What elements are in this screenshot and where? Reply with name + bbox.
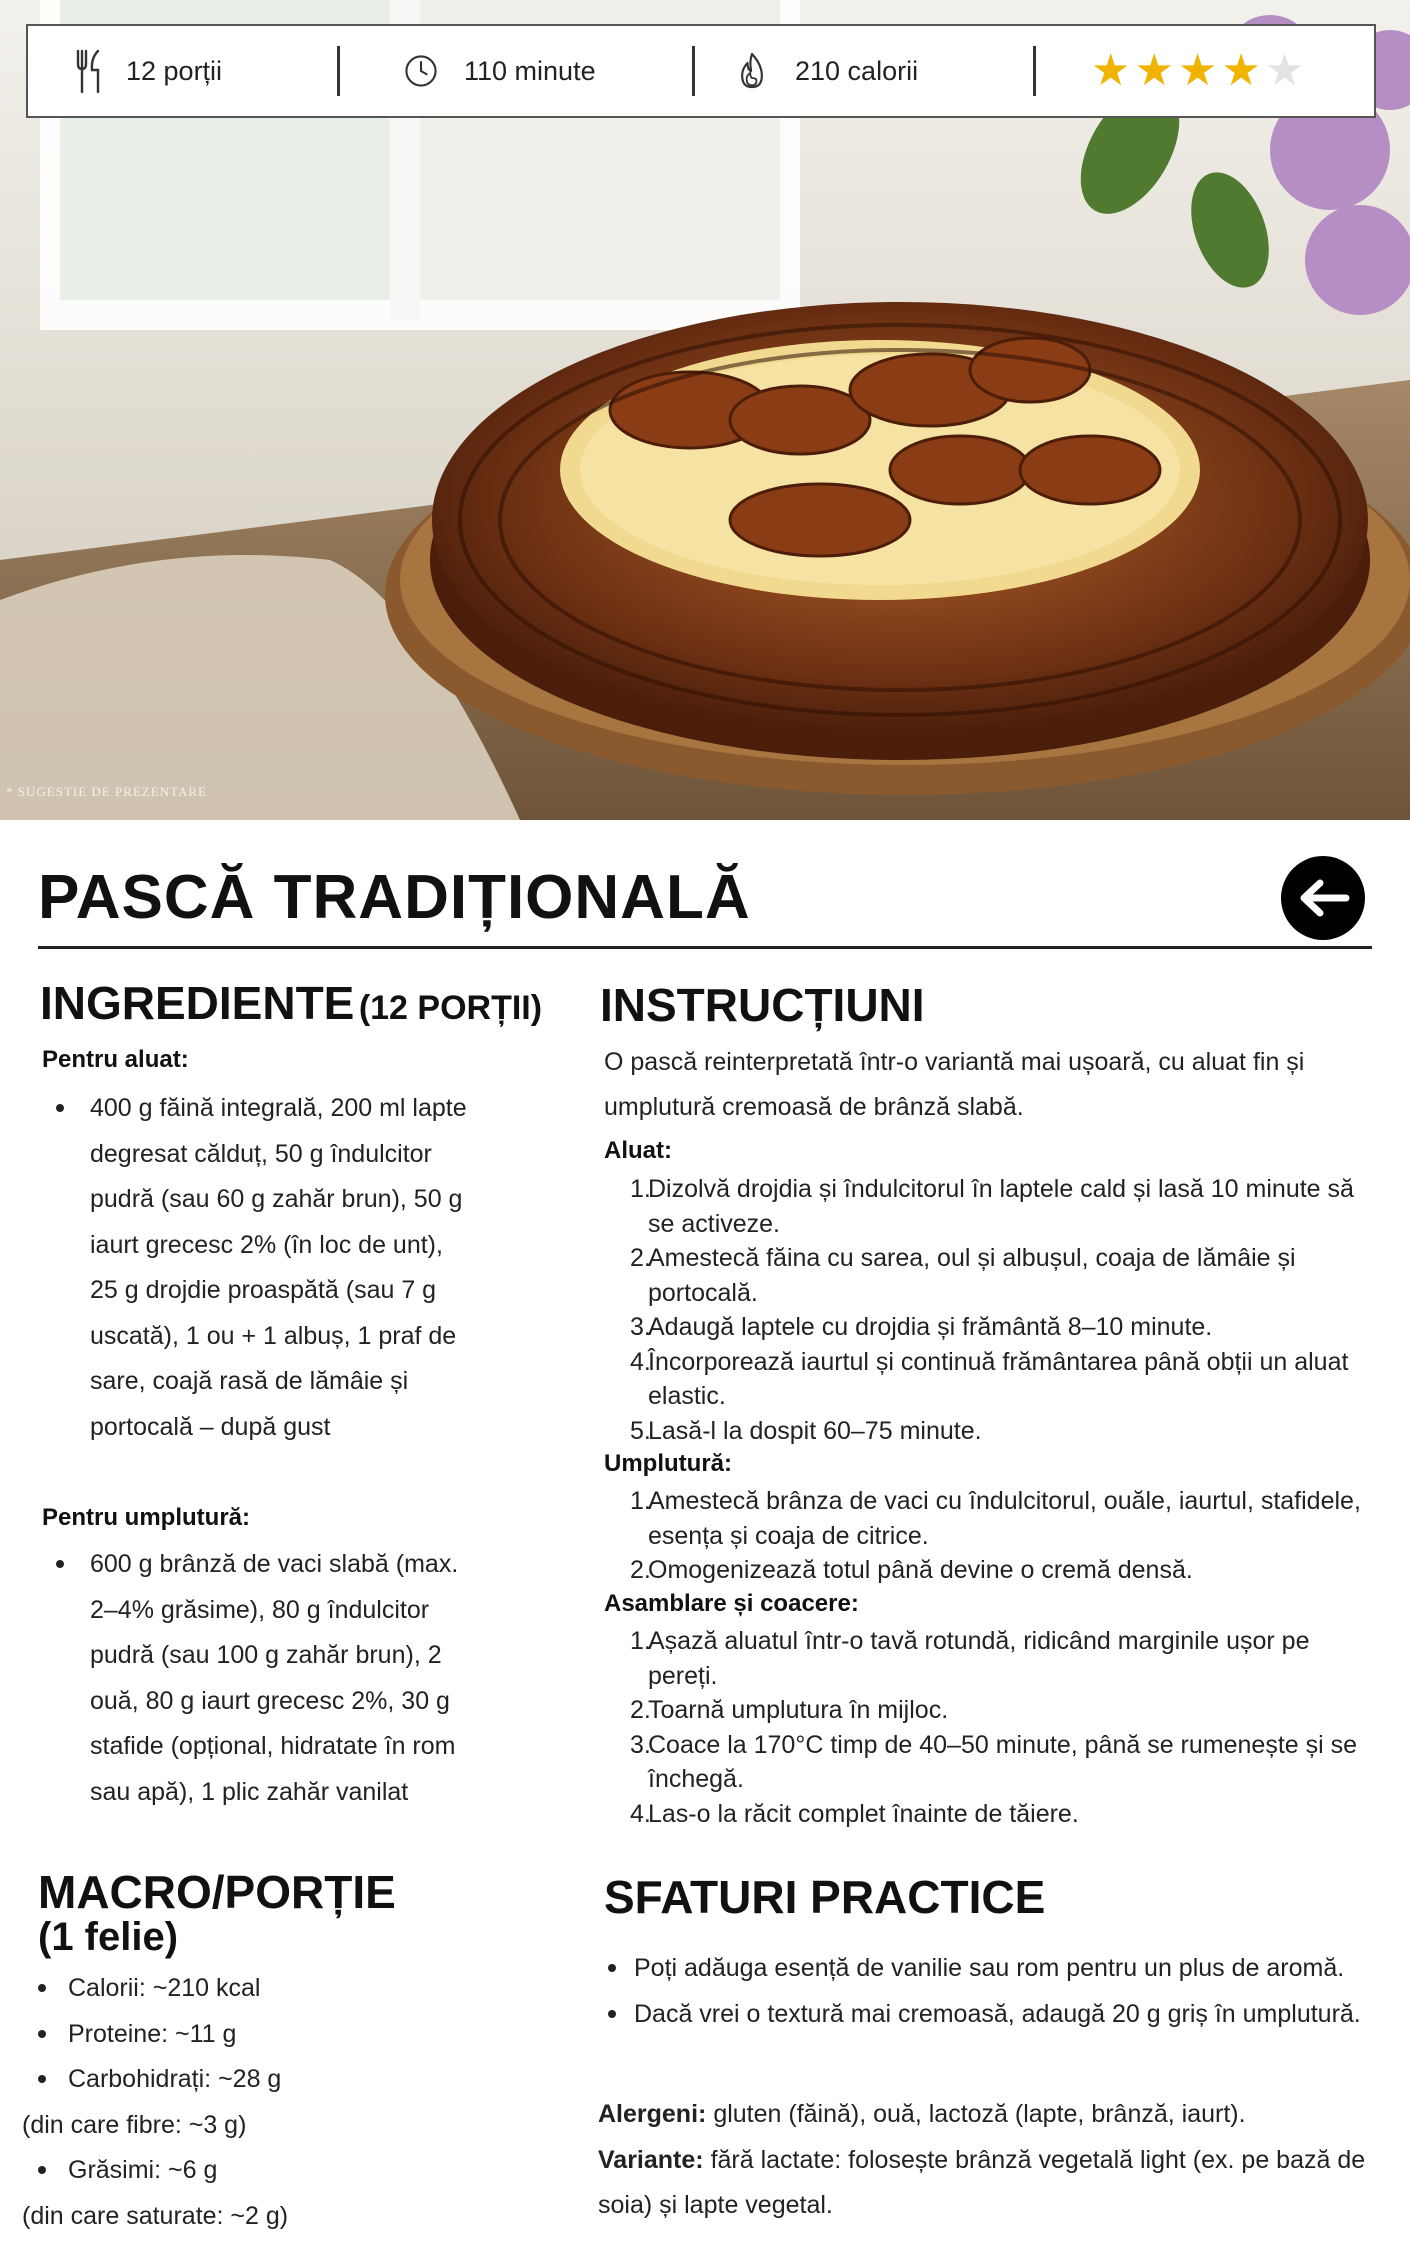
step-number: 5. [630, 1416, 651, 1445]
filling-steps-list [604, 1484, 1384, 1588]
macro-protein: Proteine: ~11 g [22, 2012, 442, 2058]
step-number: 3. [630, 1313, 651, 1341]
step-text: Omogenizează totul până devine o cremă densă. [648, 1556, 1193, 1584]
macro-calories: Calorii: ~210 kcal [22, 1966, 442, 2012]
calories-info [735, 26, 1033, 116]
time-text: 110 minute [464, 55, 596, 86]
step-text: Așază aluatul într-o tavă rotundă, ridicând marginile ușor pe pereți. [648, 1627, 1310, 1690]
star-icon: ★ [1221, 46, 1261, 95]
list-item: 600 g brânză de vaci slabă (max. 2–4% grăsime), 80 g îndulcitor pudră (sau 100 g zahăr brun), 2 ouă, 80 g iaurt grecesc 2%, 30 g stafide (opțional, hidratate în rom sau apă), 1 plic zahăr vanilat [44, 1542, 474, 1815]
divider [692, 46, 695, 96]
step-number: 1. [630, 1175, 651, 1203]
step-text: Toarnă umplutura în mijloc. [648, 1696, 949, 1724]
macro-heading: MACRO/PORȚIE (1 felie) [38, 1866, 396, 1959]
dough-ingredients-list [44, 1086, 474, 1450]
step-text: Încorporează iaurtul și continuă frământarea până obții un aluat elastic. [648, 1347, 1349, 1410]
step-text: Amestecă făina cu sarea, oul și albușul, coaja de lămâie și portocală. [648, 1244, 1296, 1307]
recipe-title: PASCĂ TRADIȚIONALĂ [38, 863, 751, 932]
macro-fat: Grăsimi: ~6 g [22, 2148, 442, 2194]
star-icon: ★ [1091, 46, 1131, 95]
list-item: Poți adăuga esență de vanilie sau rom pentru un plus de aromă. [604, 1946, 1374, 1992]
step-item [604, 1414, 1384, 1449]
allergens-line: Alergeni: gluten (făină), ouă, lactoză (lapte, brânză, iaurt). [598, 2100, 1246, 2128]
arrow-left-icon [1296, 878, 1350, 918]
step-text: Amestecă brânza de vaci cu îndulcitorul, ouăle, iaurtul, stafidele, esența și coaja de citrice. [648, 1487, 1361, 1550]
fork-knife-icon [72, 51, 106, 91]
dough-label: Pentru aluat: [42, 1046, 189, 1073]
step-item [604, 1797, 1384, 1832]
star-icon: ★ [1264, 46, 1305, 95]
time-info [404, 26, 692, 116]
step-number: 4. [630, 1347, 651, 1376]
photo-watermark: * SUGESTIE DE PREZENTARE [6, 784, 207, 799]
step-item [604, 1553, 1384, 1588]
filling-label: Pentru umplutură: [42, 1504, 250, 1531]
bake-steps-list [604, 1624, 1384, 1831]
star-icon: ★ [1134, 46, 1174, 95]
step-item [604, 1241, 1384, 1310]
step-number: 1. [630, 1627, 651, 1655]
step-item [604, 1728, 1384, 1797]
step-number: 3. [630, 1730, 651, 1759]
macro-carbs-detail: (din care fibre: ~3 g) [22, 2110, 247, 2139]
flame-icon [735, 51, 769, 91]
list-item: 400 g făină integrală, 200 ml lapte degresat călduț, 50 g îndulcitor pudră (sau 60 g zahăr brun), 50 g iaurt grecesc 2% (în loc de unt), 25 g drojdie proaspătă (sau 7 g uscată), 1 ou + 1 albuș, 1 praf de sare, coajă rasă de lămâie și portocală – după gust [44, 1086, 474, 1450]
step-text: Adaugă laptele cu drojdia și frământă 8–10 minute. [648, 1313, 1213, 1341]
list-item: Dacă vrei o textură mai cremoasă, adaugă 20 g griș în umplutură. [604, 1992, 1374, 2038]
filling-ingredients-list [44, 1542, 474, 1815]
bake-steps-label: Asamblare și coacere: [604, 1590, 859, 1617]
star-icon: ★ [1177, 46, 1218, 95]
filling-steps-label: Umplutură: [604, 1450, 732, 1477]
tips-list [604, 1946, 1374, 2037]
step-item [604, 1484, 1384, 1553]
back-button[interactable] [1281, 856, 1365, 940]
recipe-info-bar [26, 24, 1376, 118]
recipe-notes [598, 2092, 1378, 2229]
step-number: 2. [630, 1696, 651, 1724]
step-item [604, 1345, 1384, 1414]
hero-photo [0, 0, 1410, 820]
step-item [604, 1172, 1384, 1241]
step-number: 1. [630, 1487, 651, 1515]
divider [337, 46, 340, 96]
tips-heading: SFATURI PRACTICE [604, 1871, 1046, 1923]
ingredients-heading: INGREDIENTE (12 PORȚII) [40, 977, 543, 1029]
step-number: 2. [630, 1556, 651, 1584]
title-divider [38, 946, 1372, 949]
step-number: 2. [630, 1244, 651, 1272]
divider [1033, 46, 1036, 96]
rating-stars [1091, 46, 1305, 95]
step-item [604, 1624, 1384, 1693]
portions-info [72, 26, 337, 116]
calories-text: 210 calorii [795, 55, 919, 86]
pasca-illustration [0, 0, 1410, 820]
step-text: Coace la 170°C timp de 40–50 minute, până se rumenește și se închegă. [648, 1730, 1358, 1793]
step-text: Lasă-l la dospit 60–75 minute. [648, 1416, 982, 1445]
step-item [604, 1693, 1384, 1728]
variants-line: Variante: fără lactate: folosește brânză vegetală light (ex. pe bază de soia) și lapte vegetal. [598, 2145, 1366, 2219]
step-item [604, 1310, 1384, 1345]
instructions-intro: O pască reinterpretată într-o variantă mai ușoară, cu aluat fin și umplutură cremoasă de brânză slabă. [604, 1048, 1305, 1121]
macro-carbs: Carbohidrați: ~28 g [22, 2057, 442, 2103]
dough-steps-label: Aluat: [604, 1137, 672, 1164]
macro-fat-detail: (din care saturate: ~2 g) [22, 2201, 289, 2230]
step-text: Las-o la răcit complet înainte de tăiere. [648, 1799, 1079, 1828]
step-text: Dizolvă drojdia și îndulcitorul în laptele cald și lasă 10 minute să se activeze. [648, 1175, 1354, 1238]
macro-list [22, 1966, 442, 2239]
clock-icon [404, 51, 438, 91]
step-number: 4. [630, 1799, 651, 1828]
portions-text: 12 porții [126, 55, 223, 86]
instructions-heading: INSTRUCȚIUNI [600, 979, 925, 1031]
dough-steps-list [604, 1172, 1384, 1448]
